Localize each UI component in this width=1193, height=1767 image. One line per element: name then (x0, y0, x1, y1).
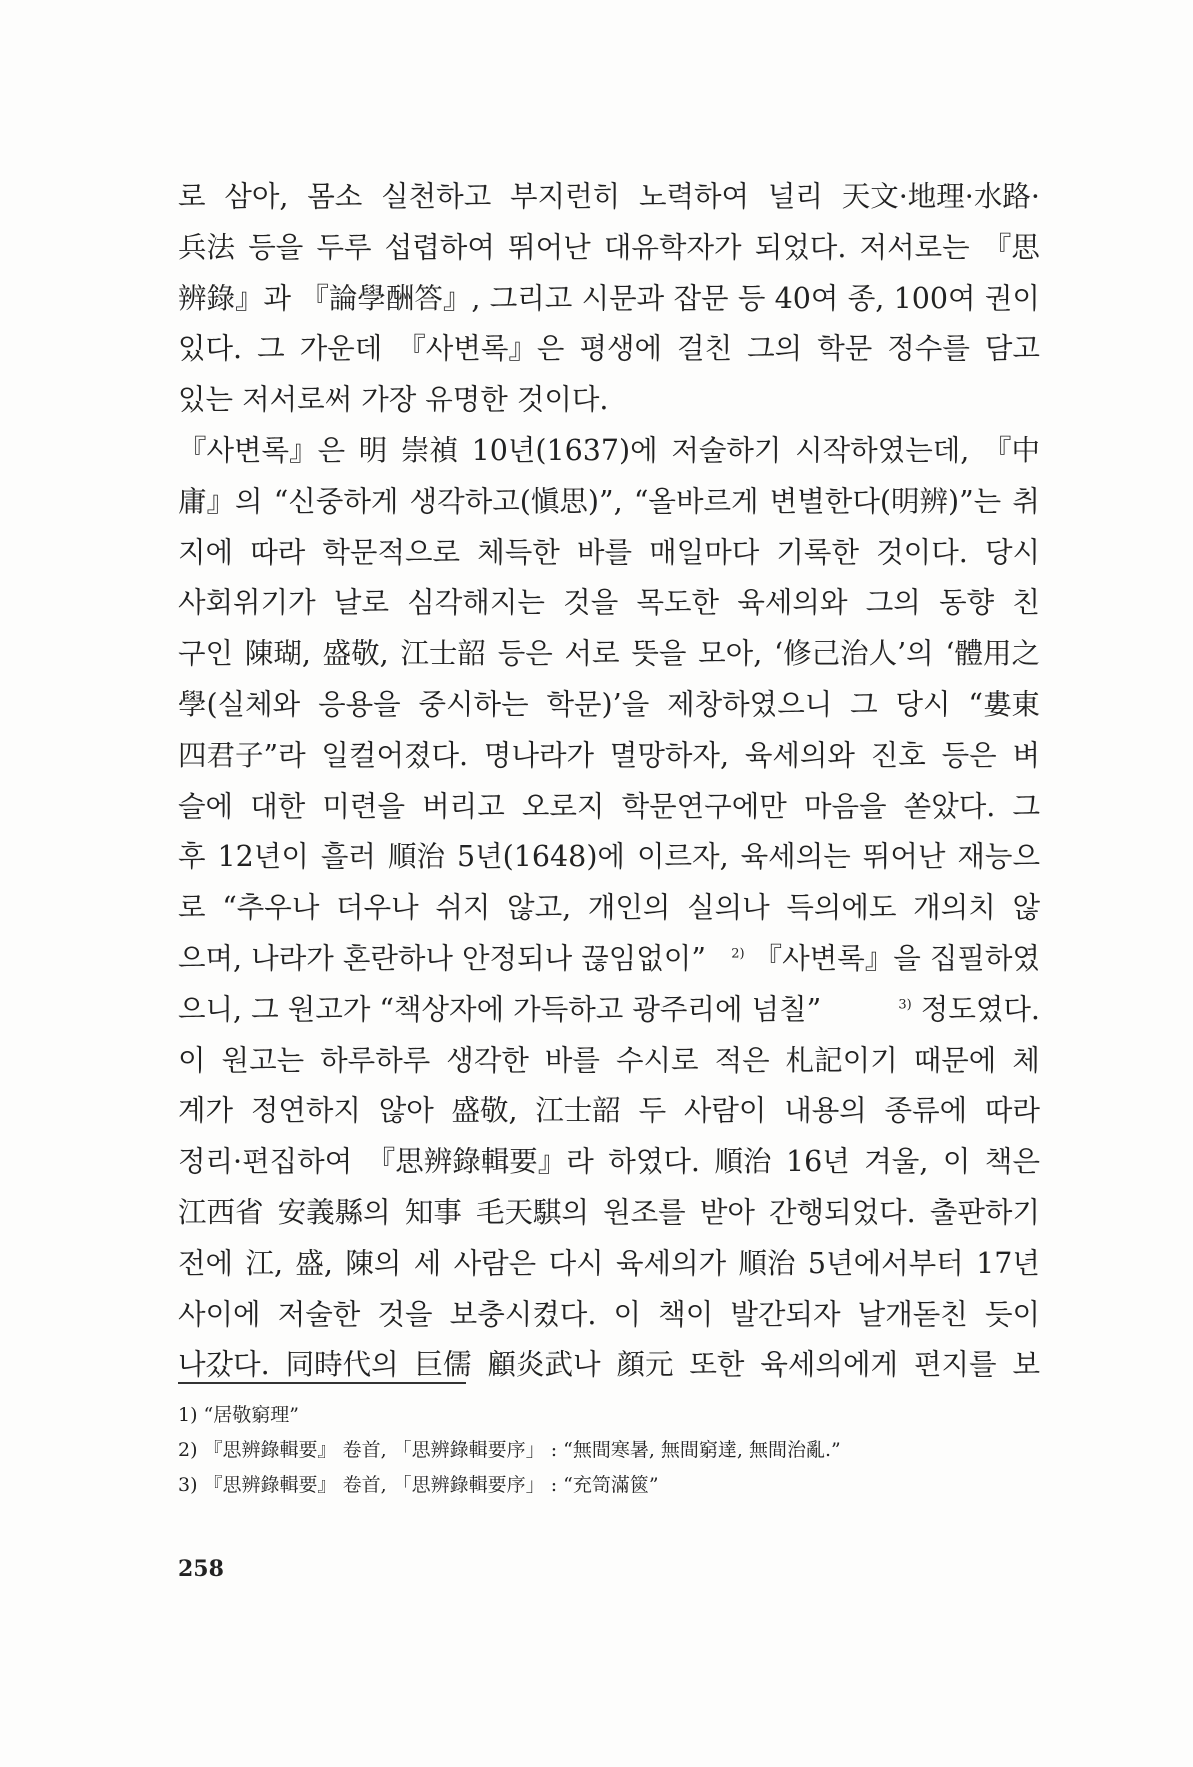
word: 유명한 (425, 383, 508, 417)
word: 것을 (563, 586, 619, 620)
word: 顔元 (616, 1348, 674, 1382)
word: 四君子”라 (178, 738, 306, 772)
word: 뛰어난 (862, 840, 946, 874)
word: 심각해지는 (407, 586, 545, 620)
word: 슬에 (178, 789, 234, 823)
word: 그리고 (489, 281, 573, 315)
word: 『思辨錄輯要』라 (366, 1145, 594, 1179)
footnotes (178, 1398, 1040, 1503)
text-line (178, 375, 1040, 426)
word: 수시로 (615, 1043, 699, 1077)
word: 따라 (250, 535, 306, 569)
text-line (178, 883, 1040, 934)
footnote-ref: 2) (731, 946, 745, 962)
word: 취 (1012, 484, 1040, 518)
word: 몸소 (307, 180, 363, 213)
word: 섭렵하여 (384, 230, 495, 264)
word: 그 (257, 332, 285, 366)
word: 책이 (658, 1297, 714, 1331)
word: 5년(1648)에 (457, 840, 625, 874)
word: 내용의 (784, 1094, 867, 1128)
word: 『論學酬答』, (300, 281, 481, 315)
word: “추우나 (222, 891, 320, 925)
word: 육세의와 (744, 738, 855, 772)
word: 巨儒 (414, 1348, 472, 1382)
word: 모아, (698, 637, 763, 671)
word: 실의나 (687, 891, 770, 925)
word: 기록한 (776, 535, 859, 569)
word: 順治 (387, 840, 445, 874)
word: 담고 (984, 332, 1040, 366)
word: 그 (850, 687, 878, 721)
word: 책은 (984, 1145, 1040, 1179)
word: 않아 (378, 1094, 434, 1128)
word: 육세의가 (616, 1246, 727, 1280)
word: 그의 (747, 332, 803, 366)
word: 날로 (333, 586, 389, 620)
word: 것이다. (516, 383, 609, 417)
word: 흘러 (320, 840, 376, 874)
text-line (178, 1290, 1040, 1341)
word: 겨울, (864, 1145, 929, 1179)
word: 庸』의 (178, 484, 263, 518)
footnote: 2) 『思辨錄輯要』 卷首, 「思辨錄輯要序」 : “無間寒暑, 無間窮達, 無間治亂.” (178, 1439, 841, 1461)
text-line (178, 832, 1040, 883)
word: 있는 (178, 383, 234, 417)
text-line (178, 1188, 1040, 1239)
word: 원고는 (221, 1043, 305, 1077)
word: 12년이 (217, 840, 309, 874)
word: 江士韶 (400, 637, 486, 671)
word: 盛, (295, 1246, 333, 1280)
word: 매일마다 (649, 535, 760, 569)
word: 이르자, (636, 840, 729, 874)
word: 목도한 (636, 586, 720, 620)
word: 가운데 (299, 332, 383, 366)
word: 원조를 (603, 1195, 686, 1229)
word: “올바르게 (633, 484, 759, 518)
word: 두 (638, 1094, 667, 1128)
word: 개의치 (913, 891, 996, 925)
word: 있다. (178, 332, 243, 366)
footnote-ref: 3) (898, 997, 912, 1013)
word: 하였다. (608, 1145, 700, 1179)
word: 정수를 (887, 332, 970, 366)
footnote-divider (178, 1382, 466, 1384)
word: 육세의에게 (760, 1348, 899, 1382)
word: 전에 (178, 1246, 234, 1280)
word: 崇禎 (400, 433, 458, 467)
word: 간행되었다. (769, 1195, 916, 1229)
word: 이 (613, 1297, 642, 1331)
line-segment: 정도였다. (911, 992, 1040, 1026)
word: 등을 (248, 230, 304, 264)
word: 것을 (377, 1297, 433, 1331)
word: 등은 (497, 637, 553, 671)
word: 두루 (316, 230, 372, 264)
word: 후 (178, 840, 206, 874)
word: 서로 (564, 637, 620, 671)
word: 편지를 (913, 1348, 997, 1382)
word: 학문연구에만 (621, 789, 787, 823)
word: 10년(1637)에 (471, 433, 658, 467)
word: 사이에 (178, 1297, 261, 1331)
word: 부지런히 (510, 180, 621, 213)
text-line (178, 629, 1040, 680)
word: 明 (358, 433, 388, 467)
word: 육세의는 (740, 840, 851, 874)
word: 친 (1012, 586, 1040, 620)
word: 노력하여 (638, 180, 750, 213)
line-tail (731, 934, 1040, 985)
word: 40여 (774, 281, 839, 315)
text-line (178, 731, 1040, 782)
word: 順治 (714, 1145, 772, 1179)
text-line-with-footnote (178, 934, 1040, 985)
word: 체 (1012, 1043, 1040, 1077)
word: 나갔다. (178, 1348, 270, 1382)
word: 뛰어난 (508, 230, 591, 264)
word: 변별한다(明辨)”는 (769, 484, 1002, 518)
word: 지에 (178, 535, 234, 569)
word: 사람은 (453, 1246, 537, 1280)
text-line (178, 680, 1040, 731)
word: 札記이기 (785, 1043, 898, 1077)
word: 毛天騏의 (475, 1195, 589, 1229)
word: 저서로는 (859, 230, 970, 264)
word: 뜻을 (631, 637, 687, 671)
word: 顧炎武나 (487, 1348, 601, 1382)
word: 학문 (817, 332, 873, 366)
word: 권이 (984, 281, 1040, 315)
word: 버리고 (422, 789, 505, 823)
word: 받아 (699, 1195, 755, 1229)
text-line (178, 172, 1040, 223)
word: 생각한 (446, 1043, 529, 1077)
word: 생각하고(愼思)”, (409, 484, 623, 518)
word: 그의 (865, 586, 921, 620)
word: 일컬어졌다. (321, 738, 469, 772)
text-line (178, 1137, 1040, 1188)
word: 체득한 (477, 535, 560, 569)
line-segment: 으며, 나라가 혼란하나 안정되나 끊임없이” (178, 941, 706, 975)
word: 바를 (576, 535, 632, 569)
word: 쏟았다. (903, 789, 996, 823)
word: 盛敬, (322, 637, 389, 671)
text-line (178, 426, 1040, 477)
word: 미련을 (322, 789, 405, 823)
footnote: 3) 『思辨錄輯要』 卷首, 「思辨錄輯要序」 : “充笥滿篋” (178, 1474, 659, 1496)
word: 그 (1012, 789, 1040, 823)
word: 로 (178, 180, 206, 213)
word: 계가 (178, 1094, 234, 1128)
word: 또한 (689, 1348, 745, 1382)
word: 陳瑚, (244, 637, 311, 671)
word: 당시 (984, 535, 1040, 569)
word: 『사변록』은 (178, 433, 346, 467)
page-number: 258 (178, 1556, 224, 1582)
word: 듯이 (984, 1297, 1040, 1331)
line-tail (898, 985, 1040, 1036)
word: 삼아, (224, 180, 289, 213)
word: 더우나 (336, 891, 419, 925)
word: 구인 (178, 637, 234, 671)
line-segment: 『사변록』을 집필하였 (744, 941, 1040, 975)
word: 오로지 (521, 789, 605, 823)
word: 중시하는 (418, 687, 529, 721)
word: 하루하루 (320, 1043, 431, 1077)
word: 17년 (976, 1246, 1040, 1280)
word: 天文·地理·水路· (841, 180, 1040, 213)
word: 널리 (767, 180, 823, 213)
word: 兵法 (178, 230, 236, 264)
word: 저서로써 (242, 383, 353, 417)
word: 때문에 (913, 1043, 997, 1077)
word: 盛敬, (451, 1094, 518, 1128)
word: 16년 (785, 1145, 850, 1179)
word: 응용을 (318, 687, 401, 721)
word: 않 (1012, 891, 1040, 925)
word: 잡문 (673, 281, 729, 315)
word: 다시 (548, 1246, 604, 1280)
text-line (178, 1239, 1040, 1290)
word: 『사변록』은 (397, 332, 565, 366)
text-line (178, 782, 1040, 833)
word: 학문)’을 (546, 687, 650, 721)
word: 저술하기 (671, 433, 782, 467)
word: 벼 (1012, 738, 1040, 772)
word: 재능으 (957, 840, 1040, 874)
word: 되었다. (754, 230, 847, 264)
text-line (178, 477, 1040, 528)
word: 걸친 (677, 332, 733, 366)
word: 명나라가 (483, 738, 595, 772)
line-segment: 으니, 그 원고가 “책상자에 가득하고 광주리에 넘칠” (178, 992, 822, 1026)
word: 평생에 (579, 332, 663, 366)
word: 사람이 (683, 1094, 767, 1128)
footnote: 1) “居敬窮理” (178, 1404, 299, 1426)
word: 시작하였는데, (795, 433, 970, 467)
word: “신중하게 (273, 484, 399, 518)
word: 이 (942, 1145, 971, 1179)
text-line (178, 1086, 1040, 1137)
word: 않고, (507, 891, 572, 925)
word: 동향 (939, 586, 995, 620)
word: 로 (178, 891, 206, 925)
text-line (178, 274, 1040, 325)
word: 세 (413, 1246, 442, 1280)
text-line-with-footnote (178, 985, 1040, 1036)
text-line (178, 528, 1040, 579)
word: 따라 (984, 1094, 1040, 1128)
word: ‘修己治人’의 (774, 637, 934, 671)
word: 順治 (738, 1246, 796, 1280)
word: “婁東 (968, 687, 1040, 721)
word: 同時代의 (285, 1348, 399, 1382)
word: 시문과 (581, 281, 665, 315)
word: 江西省 (178, 1195, 264, 1229)
word: 보 (1012, 1348, 1040, 1382)
word: 진호 (870, 738, 926, 772)
word: 100여 (893, 281, 976, 315)
word: 정리·편집하여 (178, 1145, 353, 1179)
word: 陳의 (345, 1246, 402, 1280)
word: 安義縣의 (277, 1195, 391, 1229)
word: 쉬지 (435, 891, 491, 925)
word: 개인의 (587, 891, 671, 925)
word: 저술한 (277, 1297, 361, 1331)
word: 이 (178, 1043, 206, 1077)
text-line (178, 223, 1040, 274)
text-line (178, 578, 1040, 629)
word: 知事 (404, 1195, 462, 1229)
word: 육세의와 (737, 586, 848, 620)
word: 정연하지 (250, 1094, 361, 1128)
word: 『思 (982, 230, 1040, 264)
word: 멸망하자, (609, 738, 730, 772)
word: 학문적으로 (322, 535, 461, 569)
text-line (178, 324, 1040, 375)
word: 5년에서부터 (807, 1246, 964, 1280)
word: 가장 (361, 383, 417, 417)
word: 당시 (895, 687, 951, 721)
word: ‘體用之 (945, 637, 1040, 671)
word: 적은 (714, 1043, 770, 1077)
word: 날개돋친 (857, 1297, 968, 1331)
word: 江, (245, 1246, 283, 1280)
word: 대유학자가 (603, 230, 742, 264)
word: 득의에도 (786, 891, 897, 925)
word: 마음을 (803, 789, 887, 823)
word: 사회위기가 (178, 586, 316, 620)
word: 등 (737, 281, 766, 315)
word: 江士韶 (535, 1094, 621, 1128)
word: 발간되자 (730, 1297, 841, 1331)
word: 바를 (544, 1043, 600, 1077)
word: 것이다. (876, 535, 968, 569)
word: 辨錄』과 (178, 281, 292, 315)
word: 『中 (982, 433, 1040, 467)
text-line (178, 1036, 1040, 1087)
body-text (178, 172, 1040, 1391)
word: 등은 (941, 738, 997, 772)
word: 대한 (250, 789, 306, 823)
word: 출판하기 (929, 1195, 1040, 1229)
word: 제창하였으니 (667, 687, 833, 721)
word: 실천하고 (381, 180, 492, 213)
word: 보충시켰다. (449, 1297, 597, 1331)
word: 종, (847, 281, 885, 315)
word: 종류에 (884, 1094, 968, 1128)
word: 學(실체와 (178, 687, 301, 721)
